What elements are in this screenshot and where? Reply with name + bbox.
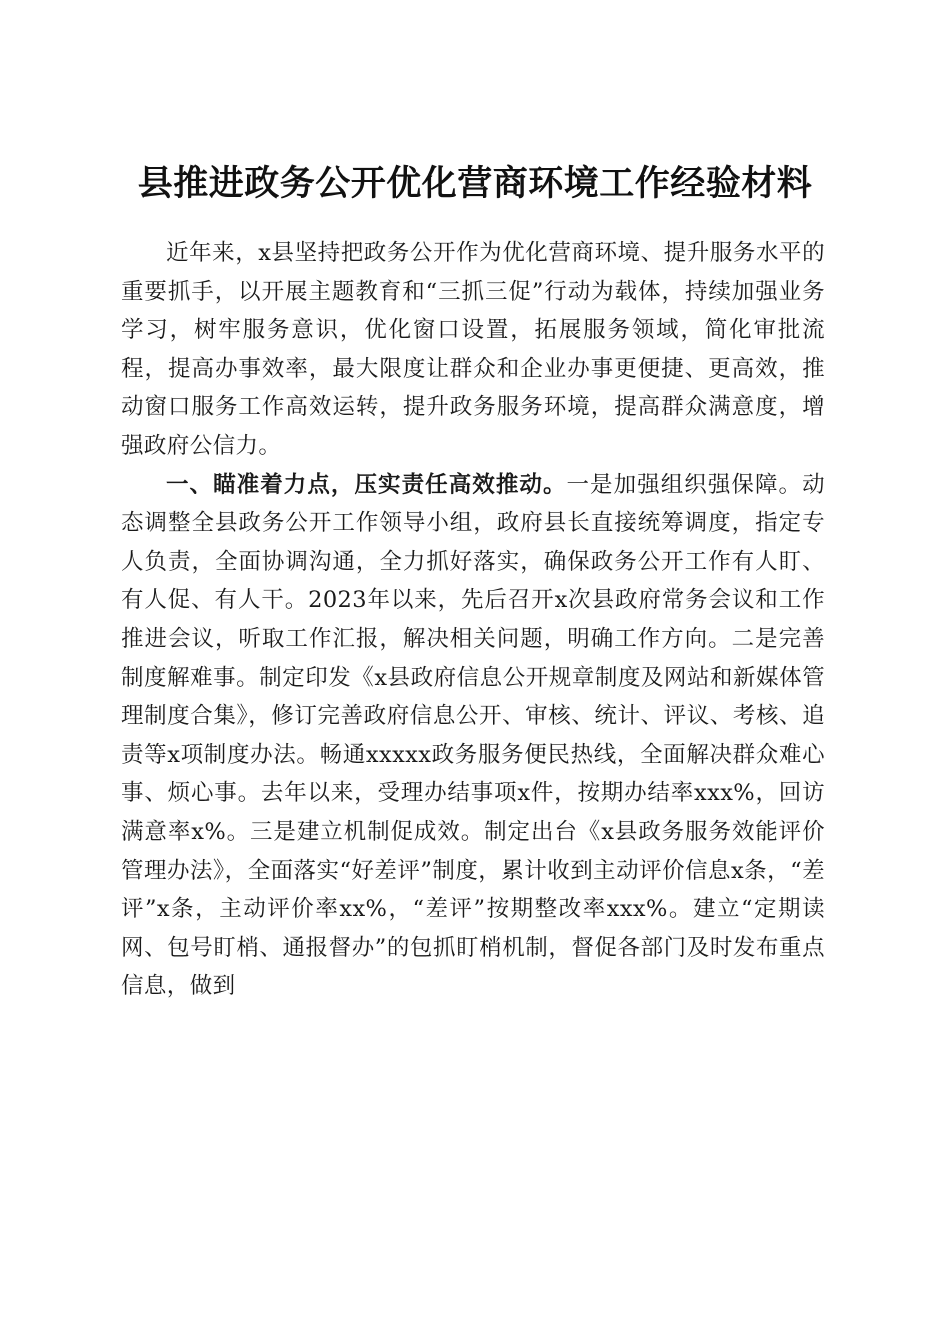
document-title: 县推进政务公开优化营商环境工作经验材料 <box>137 163 813 205</box>
section-one-paragraph <box>121 466 825 1006</box>
intro-paragraph <box>121 234 825 466</box>
section-one-heading: 一、瞄准着力点，压实责任高效推动。 <box>166 471 567 498</box>
intro-paragraph-text: 近年来，x县坚持把政务公开作为优化营商环境、提升服务水平的重要抓手，以开展主题教育和“三抓三促”行动为载体，持续加强业务学习，树牢服务意识，优化窗口设置，拓展服务领域，简化审批流程，提高办事效率，最大限度让群众和企业办事更便捷、更高效，推动窗口服务工作高效运转，提升政务服务环境，提高群众满意度，增强政府公信力。 <box>121 240 825 459</box>
document-body <box>121 234 825 1006</box>
section-one-text: 一是加强组织强保障。动态调整全县政务公开工作领导小组，政府县长直接统筹调度，指定专人负责，全面协调沟通，全力抓好落实，确保政务公开工作有人盯、有人促、有人干。2023年以来，先后召开x次县政府常务会议和工作推进会议，听取工作汇报，解决相关问题，明确工作方向。二是完善制度解难事。制定印发《x县政府信息公开规章制度及网站和新媒体管理制度合集》，修订完善政府信息公开、审核、统计、评议、考核、追责等x项制度办法。畅通xxxxx政务服务便民热线，全面解决群众难心事、烦心事。去年以来，受理办结事项x件，按期办结率xxx%，回访满意率x%。三是建立机制促成效。制定出台《x县政务服务效能评价管理办法》，全面落实“好差评”制度，累计收到主动评价信息x条，“差评”x条，主动评价率xx%，“差评”按期整改率xxx%。建立“定期读网、包号盯梢、通报督办”的包抓盯梢机制，督促各部门及时发布重点信息，做到 <box>121 471 825 1000</box>
